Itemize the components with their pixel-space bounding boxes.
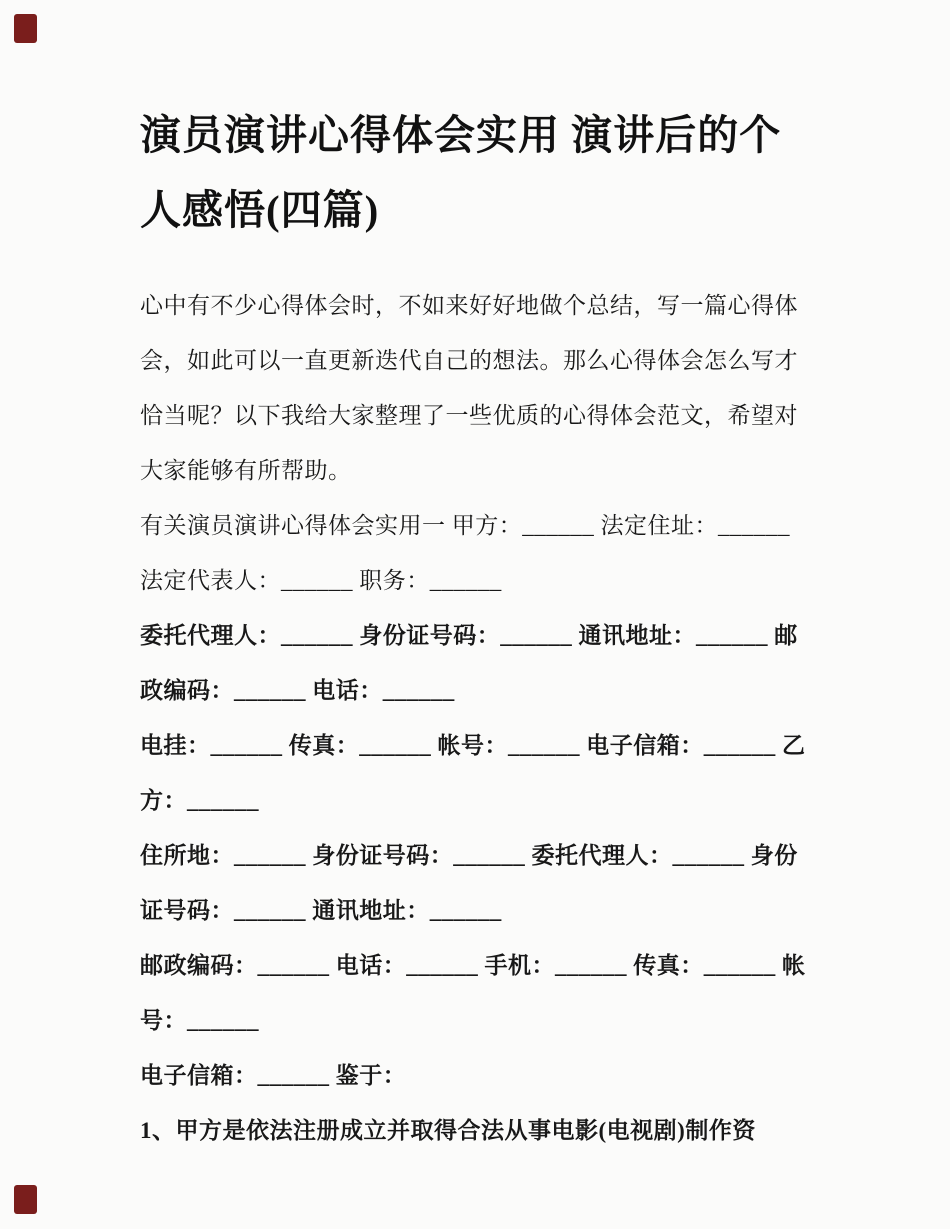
corner-accent-bottom (14, 1185, 37, 1214)
paragraph-whereas: 电子信箱：______ 鉴于： (140, 1063, 407, 1088)
paragraph-party-b-info: 住所地：______ 身份证号码：______ 委托代理人：______ 身份证号码：______ 通讯地址：______ (140, 843, 798, 923)
document-title: 演员演讲心得体会实用 演讲后的个人感悟(四篇) (140, 112, 782, 233)
document-page (140, 98, 816, 1158)
paragraph-party-a-agent: 委托代理人：______ 身份证号码：______ 通讯地址：______ 邮政编码：______ 电话：______ (140, 623, 798, 703)
paragraph-intro: 心中有不少心得体会时，不如来好好地做个总结，写一篇心得体会，如此可以一直更新迭代自己的想法。那么心得体会怎么写才恰当呢？以下我给大家整理了一些优质的心得体会范文，希望对大家能够有所帮助。 (140, 293, 798, 483)
paragraph-clause-1: 1、甲方是依法注册成立并取得合法从事电影(电视剧)制作资 (140, 1118, 756, 1143)
corner-accent-top (14, 14, 37, 43)
paragraph-party-b-contact: 邮政编码：______ 电话：______ 手机：______ 传真：______ 帐号：______ (140, 953, 806, 1033)
paragraph-party-a-contact: 电挂：______ 传真：______ 帐号：______ 电子信箱：______ 乙方：______ (140, 733, 806, 813)
paragraph-party-a-header: 有关演员演讲心得体会实用一 甲方：______ 法定住址：______ 法定代表人：______ 职务：______ (140, 513, 790, 593)
